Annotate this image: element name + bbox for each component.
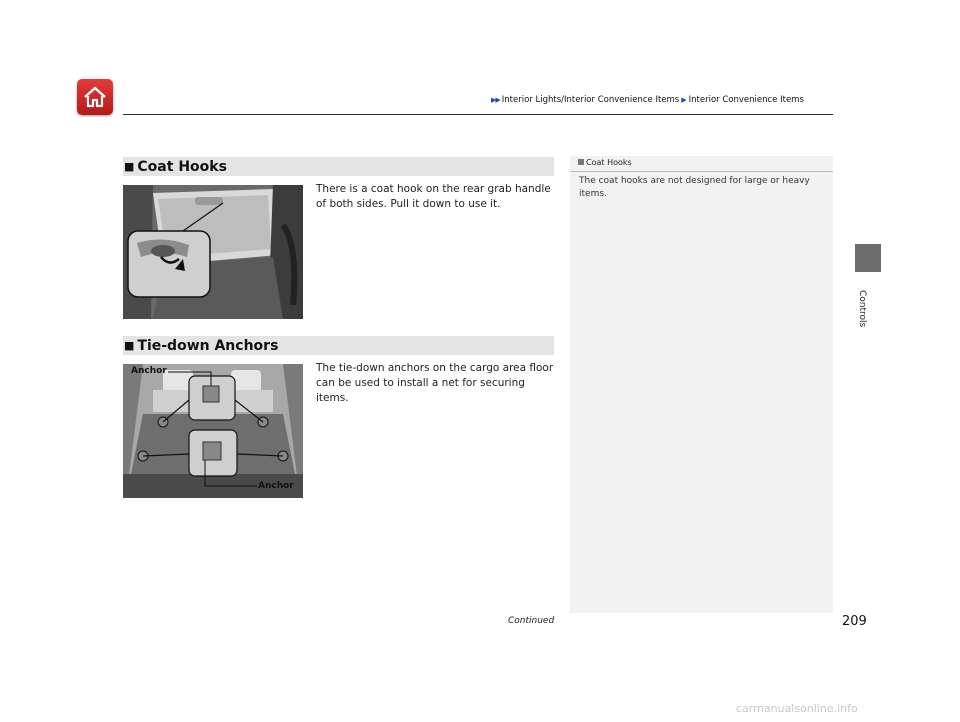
chapter-label: Controls: [857, 290, 867, 328]
section-title-coat-hooks: Coat Hooks: [137, 159, 227, 175]
page-number: 209: [842, 614, 867, 629]
note-flag-icon: [578, 159, 584, 165]
section-square-icon: ■: [124, 339, 135, 352]
note-title: Coat Hooks: [578, 158, 632, 167]
note-panel: [570, 156, 833, 613]
header-rule: [123, 114, 833, 115]
watermark: carmanualsonline.info: [736, 702, 858, 715]
note-text: The coat hooks are not designed for large or heavy items.: [579, 176, 810, 199]
breadcrumb-arrow-icon: ▶: [681, 96, 687, 104]
breadcrumb-arrows-icon: ▶▶: [491, 96, 500, 104]
anchor-callout-bottom: Anchor: [258, 481, 294, 491]
breadcrumb-item-parent[interactable]: Interior Lights/Interior Convenience Items: [501, 95, 680, 105]
section-title-tie-down-anchors: Tie-down Anchors: [137, 338, 279, 354]
section-header-coat-hooks: [123, 157, 554, 176]
coat-hooks-description: There is a coat hook on the rear grab handle of both sides. Pull it down to use it.: [316, 183, 551, 210]
section-header-tie-down-anchors: [123, 336, 554, 355]
coat-hook-illustration: [123, 185, 303, 319]
continued-label: Continued: [508, 616, 555, 626]
tie-down-anchors-description: The tie-down anchors on the cargo area floor can be used to install a net for securing items.: [316, 362, 554, 404]
home-icon: [82, 84, 108, 110]
breadcrumb-item-current[interactable]: Interior Convenience Items: [688, 95, 804, 105]
home-button[interactable]: [77, 79, 113, 115]
anchor-callout-top: Anchor: [131, 366, 167, 376]
breadcrumb: [491, 95, 836, 105]
section-square-icon: ■: [124, 160, 135, 173]
chapter-tab[interactable]: [855, 244, 881, 272]
tie-down-anchors-illustration: [123, 364, 303, 498]
note-divider: [570, 171, 833, 172]
